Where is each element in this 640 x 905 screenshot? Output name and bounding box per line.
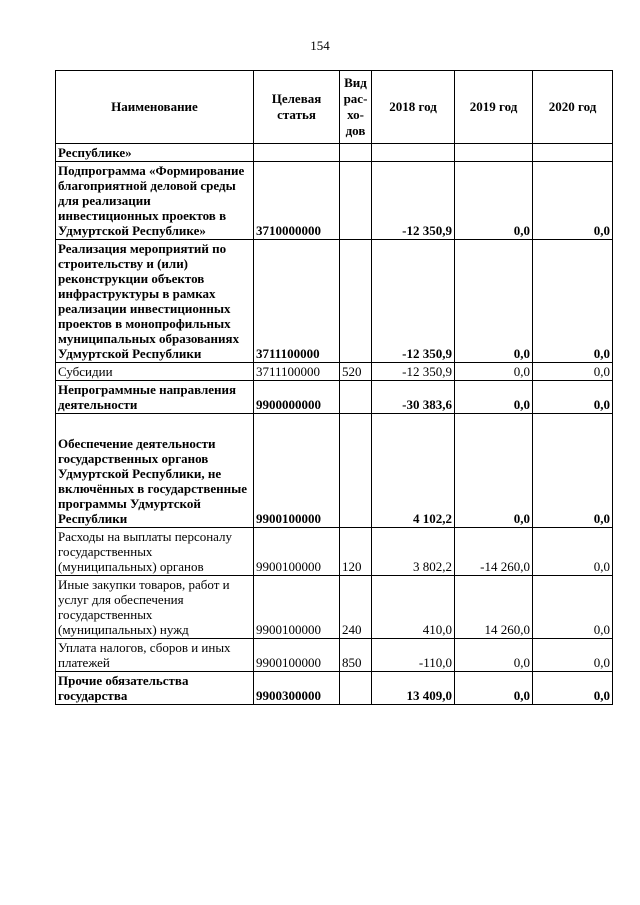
row-value-2020: 0,0: [533, 672, 613, 705]
row-value-2018: -12 350,9: [372, 240, 455, 363]
header-2018: 2018 год: [372, 71, 455, 144]
header-name: Наименование: [56, 71, 254, 144]
table-row: [56, 528, 613, 576]
row-target-code: 3711100000: [254, 363, 340, 381]
row-name: Реализация мероприятий по строительству и (или) реконструкции объектов инфраструктуры в рамках реализации инвестиционных проектов в монопрофильных муниципальных образованиях Удмуртской Республики: [56, 240, 254, 363]
row-value-2018: -110,0: [372, 639, 455, 672]
row-value-2018: 410,0: [372, 576, 455, 639]
row-target-code: 9900100000: [254, 576, 340, 639]
row-expense-type: [340, 414, 372, 528]
row-value-2019: 0,0: [455, 672, 533, 705]
row-name: Расходы на выплаты персоналу государственных (муниципальных) органов: [56, 528, 254, 576]
table-row: [56, 381, 613, 414]
header-vid-line: дов: [345, 123, 366, 138]
page-number: 154: [310, 38, 330, 53]
row-value-2019: 0,0: [455, 639, 533, 672]
row-value-2020: 0,0: [533, 240, 613, 363]
row-target-code: [254, 144, 340, 162]
header-vid: [340, 71, 372, 144]
row-value-2019: 0,0: [455, 414, 533, 528]
header-2020: 2020 год: [533, 71, 613, 144]
header-vid-line: Вид: [344, 75, 367, 90]
row-expense-type: 240: [340, 576, 372, 639]
row-name: Субсидии: [56, 363, 254, 381]
row-value-2019: 0,0: [455, 240, 533, 363]
row-value-2018: [372, 144, 455, 162]
row-value-2018: -30 383,6: [372, 381, 455, 414]
header-2019: 2019 год: [455, 71, 533, 144]
row-expense-type: [340, 381, 372, 414]
budget-table: [55, 70, 613, 705]
row-value-2019: 0,0: [455, 363, 533, 381]
row-value-2018: 3 802,2: [372, 528, 455, 576]
header-vid-line: рас-: [343, 91, 368, 106]
row-name: Прочие обязательства государства: [56, 672, 254, 705]
table-row: [56, 672, 613, 705]
row-value-2019: 0,0: [455, 381, 533, 414]
table-row: [56, 576, 613, 639]
header-row: [56, 71, 613, 144]
row-expense-type: 520: [340, 363, 372, 381]
row-target-code: 9900100000: [254, 639, 340, 672]
row-expense-type: [340, 162, 372, 240]
row-target-code: 3711100000: [254, 240, 340, 363]
row-expense-type: 120: [340, 528, 372, 576]
row-value-2018: -12 350,9: [372, 162, 455, 240]
row-value-2020: 0,0: [533, 414, 613, 528]
header-target: Целевая статья: [254, 71, 340, 144]
row-value-2018: 4 102,2: [372, 414, 455, 528]
row-value-2019: 0,0: [455, 162, 533, 240]
row-expense-type: [340, 672, 372, 705]
table-body: [56, 144, 613, 705]
row-name: Непрограммные направления деятельности: [56, 381, 254, 414]
table-row: [56, 162, 613, 240]
row-value-2019: [455, 144, 533, 162]
row-name: Уплата налогов, сборов и иных платежей: [56, 639, 254, 672]
row-target-code: 3710000000: [254, 162, 340, 240]
row-target-code: 9900000000: [254, 381, 340, 414]
row-expense-type: 850: [340, 639, 372, 672]
row-target-code: 9900300000: [254, 672, 340, 705]
table-row: [56, 363, 613, 381]
row-value-2020: 0,0: [533, 381, 613, 414]
row-value-2019: -14 260,0: [455, 528, 533, 576]
row-value-2020: 0,0: [533, 162, 613, 240]
row-value-2020: 0,0: [533, 363, 613, 381]
row-value-2020: 0,0: [533, 576, 613, 639]
row-value-2020: 0,0: [533, 528, 613, 576]
row-target-code: 9900100000: [254, 414, 340, 528]
row-expense-type: [340, 144, 372, 162]
row-expense-type: [340, 240, 372, 363]
header-vid-line: хо-: [347, 107, 364, 122]
row-name: Подпрограмма «Формирование благоприятной деловой среды для реализации инвестиционных проектов в Удмуртской Республике»: [56, 162, 254, 240]
row-value-2019: 14 260,0: [455, 576, 533, 639]
table-row: [56, 639, 613, 672]
table-row: [56, 414, 613, 528]
table-row: [56, 240, 613, 363]
row-name: Обеспечение деятельности государственных органов Удмуртской Республики, не включённых в государственные программы Удмуртской Республики: [56, 414, 254, 528]
row-value-2018: -12 350,9: [372, 363, 455, 381]
row-target-code: 9900100000: [254, 528, 340, 576]
row-value-2020: [533, 144, 613, 162]
row-name: Республике»: [56, 144, 254, 162]
row-name: Иные закупки товаров, работ и услуг для обеспечения государственных (муниципальных) нужд: [56, 576, 254, 639]
row-value-2018: 13 409,0: [372, 672, 455, 705]
table-row: [56, 144, 613, 162]
row-value-2020: 0,0: [533, 639, 613, 672]
